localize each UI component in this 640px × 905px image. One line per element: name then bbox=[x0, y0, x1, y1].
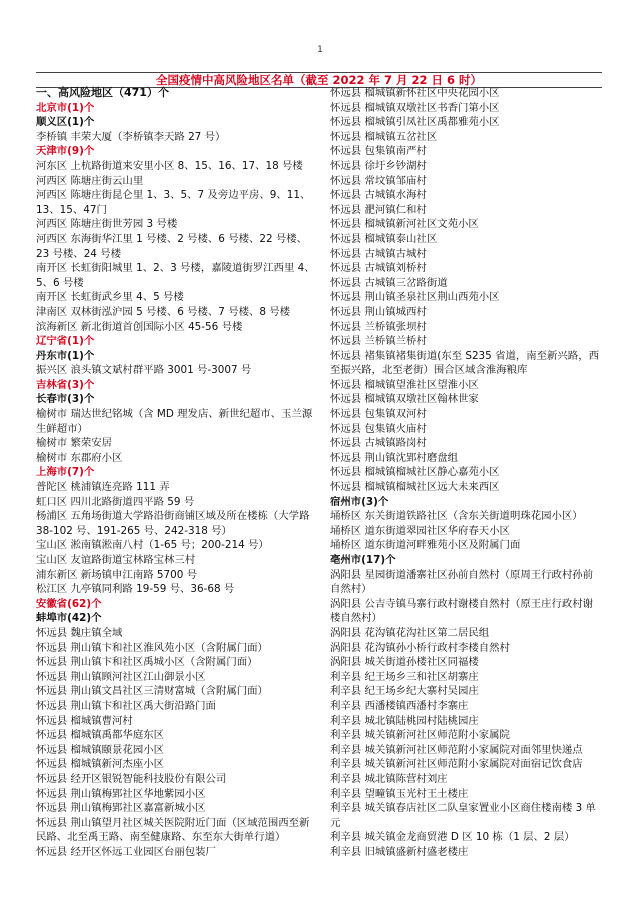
area-entry: 河西区 陈塘庄街云山里 bbox=[36, 174, 144, 187]
area-entry: 利辛县 城关镇春店社区二队皇家置业小区商住楼南楼 3 单元 bbox=[330, 802, 596, 829]
city-heading: 蚌埠市(42)个 bbox=[36, 612, 102, 625]
province-heading: 北京市(1)个 bbox=[36, 101, 95, 114]
area-entry: 李桥镇 丰荣大厦（李桥镇李天路 27 号） bbox=[36, 130, 226, 143]
area-entry: 涡阳县 公吉寺镇马寨行政村谢楼自然村（原王庄行政村谢楼自然村） bbox=[330, 597, 594, 625]
right-column bbox=[330, 86, 602, 859]
area-entry: 利辛县 西潘楼镇西潘村李寨庄 bbox=[330, 699, 469, 712]
area-entry: 怀远县 荆山镇文昌社区三清财富城（含附属门面） bbox=[36, 685, 268, 698]
left-column bbox=[36, 86, 318, 859]
section-heading: 一、高风险地区（471）个 bbox=[36, 86, 169, 99]
area-entry: 南开区 长虹街武乡里 4、5 号楼 bbox=[36, 291, 184, 304]
city-heading: 长春市(3)个 bbox=[36, 393, 95, 406]
area-entry: 宝山区 淞南镇淞南八村（1-65 号；200-214 号） bbox=[36, 539, 269, 552]
area-entry: 利辛县 旧城镇盛新村盛老楼庄 bbox=[330, 845, 469, 858]
area-entry: 怀远县 榴城镇新河杰座小区 bbox=[36, 758, 164, 771]
area-entry: 涡阳县 花沟镇花沟社区第二居民组 bbox=[330, 626, 490, 639]
area-entry: 利辛县 纪王场乡纪大寨村吴园庄 bbox=[330, 685, 479, 698]
city-heading: 顺义区(1)个 bbox=[36, 116, 95, 129]
area-entry: 利辛县 城关镇新河社区师范附小家属院 bbox=[330, 729, 510, 742]
area-entry: 怀远县 古城镇路岗村 bbox=[330, 437, 427, 450]
area-entry: 怀远县 包集镇双河村 bbox=[330, 408, 427, 421]
area-entry: 津南区 双林街泓沪园 5 号楼、6 号楼、7 号楼、8 号楼 bbox=[36, 305, 291, 318]
city-heading: 亳州市(17)个 bbox=[330, 554, 396, 566]
area-entry: 榆树市 繁荣安居 bbox=[36, 437, 113, 450]
area-entry: 怀远县 榴城镇榴城社区远大未来西区 bbox=[330, 481, 500, 494]
area-entry: 怀远县 古城镇水海村 bbox=[330, 189, 427, 202]
area-entry: 怀远县 包集镇火庙村 bbox=[330, 422, 427, 435]
province-heading: 安徽省(62)个 bbox=[36, 597, 102, 610]
area-entry: 怀远县 榴城镇引凤社区禹都雅苑小区 bbox=[330, 116, 500, 129]
area-entry: 利辛县 城北镇陈营村刘庄 bbox=[330, 772, 448, 785]
area-entry: 怀远县 榴城镇望淮社区望淮小区 bbox=[330, 378, 479, 391]
area-entry: 宝山区 友谊路街道宝林路宝林三村 bbox=[36, 554, 196, 566]
area-entry: 怀远县 榴城镇曹河村 bbox=[36, 714, 133, 727]
area-entry: 利辛县 城关镇金龙商贸港 D 区 10 栋（1 层、2 层） bbox=[330, 831, 575, 844]
area-entry: 怀远县 常坟镇邹庙村 bbox=[330, 174, 427, 187]
area-entry: 怀远县 经开区银锐智能科技股份有限公司 bbox=[36, 772, 227, 785]
area-entry: 涡阳县 花沟镇孙小桥行政村李楼自然村 bbox=[330, 641, 510, 654]
area-entry: 怀远县 包集镇南严村 bbox=[330, 145, 427, 158]
province-heading: 辽宁省(1)个 bbox=[36, 335, 95, 348]
province-heading: 吉林省(3)个 bbox=[36, 378, 95, 391]
area-entry: 怀远县 榴城镇双墩社区翰林世家 bbox=[330, 393, 479, 406]
area-entry: 榆树市 东郡府小区 bbox=[36, 451, 123, 464]
area-entry: 利辛县 城关镇新河社区师范附小家属院对面宿记饮食店 bbox=[330, 758, 583, 771]
area-entry: 怀远县 荆山镇圣泉社区荆山西苑小区 bbox=[330, 291, 500, 304]
area-entry: 利辛县 城关镇新河社区师范附小家属院对面邻里快递点 bbox=[330, 743, 583, 756]
province-heading: 上海市(7)个 bbox=[36, 466, 95, 479]
area-entry: 怀远县 榴城镇颐景花园小区 bbox=[36, 743, 164, 756]
area-entry: 虹口区 四川北路街道四平路 59 号 bbox=[36, 495, 195, 508]
area-entry: 松江区 九亭镇同利路 19-59 号、36-68 号 bbox=[36, 583, 235, 596]
area-entry: 怀远县 荆山镇卞和社区禹大街沿路门面 bbox=[36, 699, 216, 712]
area-entry: 埇桥区 东关街道铁路社区（含东关街道明珠花园小区） bbox=[330, 510, 583, 523]
city-heading: 丹东市(1)个 bbox=[36, 349, 95, 362]
area-entry: 埇桥区 道东街道翠园社区华府春天小区 bbox=[330, 524, 510, 537]
area-entry: 怀远县 经开区怀远工业园区台丽包装厂 bbox=[36, 845, 216, 858]
area-entry: 怀远县 荆山镇梅郢社区嘉富新城小区 bbox=[36, 802, 206, 815]
area-entry: 振兴区 浪头镇文斌村群平路 3001 号-3007 号 bbox=[36, 364, 252, 377]
area-entry: 怀远县 魏庄镇全域 bbox=[36, 626, 123, 639]
area-entry: 怀远县 榴城镇泰山社区 bbox=[330, 232, 438, 245]
area-entry: 涡阳县 星园街道潘寨社区孙前自然村（原周王行政村孙前自然村） bbox=[330, 568, 594, 596]
area-entry: 怀远县 褚集镇褚集街道(东至 S235 省道，南至新兴路，西至振兴路，北至老街）围合区域含淮海粮库 bbox=[330, 349, 599, 377]
area-entry: 怀远县 荆山镇城西村 bbox=[330, 305, 427, 318]
area-entry: 利辛县 城北镇陆桃园村陆桃园庄 bbox=[330, 714, 479, 727]
area-entry: 怀远县 淝河镇仁和村 bbox=[330, 203, 427, 216]
area-entry: 怀远县 兰桥镇兰桥村 bbox=[330, 335, 427, 348]
area-entry: 怀远县 荆山镇卞和社区淮风苑小区（含附属门面） bbox=[36, 641, 268, 654]
page-number: 1 bbox=[317, 45, 323, 55]
area-entry: 怀远县 古城镇刘桥村 bbox=[330, 262, 427, 275]
area-entry: 怀远县 榴城镇禹都华庭东区 bbox=[36, 729, 164, 742]
area-entry: 怀远县 兰桥镇张坝村 bbox=[330, 320, 427, 333]
area-entry: 浦东新区 新场镇申江南路 5700 号 bbox=[36, 568, 198, 581]
area-entry: 怀远县 古城镇古城村 bbox=[330, 247, 427, 260]
area-entry: 怀远县 榴城镇新河社区文苑小区 bbox=[330, 218, 479, 231]
province-heading: 天津市(9)个 bbox=[36, 145, 95, 158]
area-entry: 榆树市 瑞达世纪铭城（含 MD 理发店、新世纪超市、玉兰源生鲜超市） bbox=[36, 408, 313, 435]
area-entry: 利辛县 望疃镇玉光村王土楼庄 bbox=[330, 787, 469, 800]
area-entry: 涡阳县 城关街道孙楼社区同福楼 bbox=[330, 656, 479, 669]
area-entry: 怀远县 榴城镇五岔社区 bbox=[330, 130, 438, 143]
area-entry: 利辛县 纪王场乡三和社区胡寨庄 bbox=[330, 670, 479, 683]
area-entry: 怀远县 徐圩乡钞湖村 bbox=[330, 159, 427, 172]
area-entry: 怀远县 荆山镇顾河社区江山御景小区 bbox=[36, 670, 206, 683]
area-entry: 普陀区 桃浦镇连亮路 111 弄 bbox=[36, 481, 170, 494]
area-entry: 怀远县 荆山镇卞和社区禹城小区（含附属门面） bbox=[36, 656, 258, 669]
area-entry: 河西区 东海街华江里 1 号楼、2 号楼、6 号楼、22 号楼、23 号楼、24 号楼 bbox=[36, 232, 308, 260]
area-entry: 怀远县 榴城镇双墩社区书香门第小区 bbox=[330, 101, 500, 114]
area-entry: 怀远县 荆山镇望月社区城关医院附近门面（区域范围西至新民路、北至禹王路、南至健康路、东至东大街单行道） bbox=[36, 816, 310, 844]
area-entry: 怀远县 榴城镇榴城社区静心嘉苑小区 bbox=[330, 466, 500, 479]
area-entry: 河西区 陈塘庄街昆仑里 1、3、5、7 及旁边平房、9、11、13、15、47门 bbox=[36, 189, 311, 216]
area-entry: 河东区 上杭路街道来安里小区 8、15、16、17、18 号楼 bbox=[36, 159, 303, 172]
area-entry: 怀远县 古城镇三岔路街道 bbox=[330, 276, 448, 289]
area-entry: 杨浦区 五角场街道大学路沿街商铺区域及所在楼栋（大学路 38-102 号、191-265 号、242-318 号） bbox=[36, 510, 310, 537]
document-title: 全国疫情中高风险地区名单（截至 2022 年 7 月 22 日 6 时） bbox=[36, 72, 602, 88]
city-heading: 宿州市(3)个 bbox=[330, 495, 389, 508]
area-entry: 南开区 长虹街阳城里 1、2、3 号楼，嘉陵道街罗江西里 4、5、6 号楼 bbox=[36, 262, 315, 289]
area-entry: 怀远县 榴城镇新怀社区中央花园小区 bbox=[330, 87, 500, 99]
area-entry: 河西区 陈塘庄街世芳园 3 号楼 bbox=[36, 218, 178, 231]
area-entry: 怀远县 荆山镇沈郢村磨盘组 bbox=[330, 451, 458, 464]
area-entry: 滨海新区 新北街道首创国际小区 45-56 号楼 bbox=[36, 320, 243, 333]
area-entry: 怀远县 荆山镇梅郢社区华地紫园小区 bbox=[36, 787, 206, 800]
area-entry: 埇桥区 道东街道河畔雅苑小区及附属门面 bbox=[330, 539, 521, 552]
